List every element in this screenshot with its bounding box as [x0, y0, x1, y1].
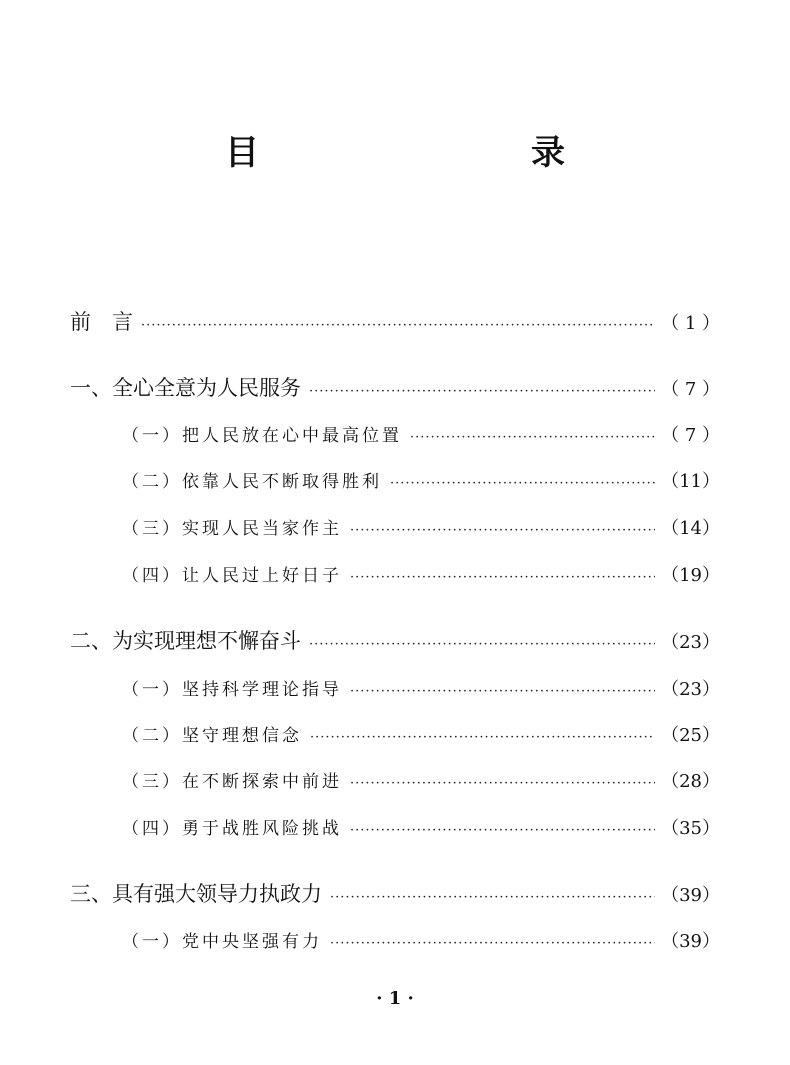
dot-leader — [350, 523, 655, 538]
toc-entry-label: （三）在不断探索中前进 — [122, 772, 342, 792]
toc-entry-page: （35） — [661, 818, 720, 839]
toc-entry-label: 一、全心全意为人民服务 — [70, 376, 301, 400]
toc-entry-label: 二、为实现理想不懈奋斗 — [70, 629, 301, 653]
toc-entry[interactable] — [122, 561, 720, 587]
toc-entry-page: （ 7 ） — [661, 425, 720, 446]
dot-leader — [350, 823, 655, 838]
dot-leader — [141, 318, 655, 333]
toc-entry-label: （三）实现人民当家作主 — [122, 519, 342, 539]
toc-entry-page: （14） — [661, 518, 720, 539]
toc-entry[interactable] — [122, 767, 720, 793]
toc-entry[interactable] — [122, 514, 720, 540]
dot-leader — [309, 637, 655, 652]
dot-leader — [350, 776, 655, 791]
dot-leader — [310, 730, 655, 745]
toc-entry-label: （二）依靠人民不断取得胜利 — [122, 472, 382, 492]
dot-leader — [350, 684, 655, 699]
toc-entry[interactable] — [70, 372, 720, 402]
dot-leader — [410, 430, 655, 445]
toc-entry-page: （23） — [661, 632, 720, 653]
dot-leader — [330, 936, 655, 951]
toc-entry-label: 前 言 — [70, 310, 133, 334]
toc-entry-label: （四）让人民过上好日子 — [122, 566, 342, 586]
toc-entry[interactable] — [122, 721, 720, 747]
dot-leader — [330, 890, 655, 905]
toc-entry[interactable] — [70, 878, 720, 908]
toc-entry[interactable] — [122, 814, 720, 840]
toc-entry-page: （25） — [661, 725, 720, 746]
dot-leader — [309, 384, 655, 399]
toc-entry-page: （11） — [661, 471, 720, 492]
toc-entry[interactable] — [122, 927, 720, 953]
toc-entry[interactable] — [70, 625, 720, 655]
toc-entry-label: （四）勇于战胜风险挑战 — [122, 819, 342, 839]
dot-leader — [350, 570, 655, 585]
toc-entry-page: （19） — [661, 565, 720, 586]
toc-entry-label: （一）把人民放在心中最高位置 — [122, 426, 402, 446]
toc-entry-page: （ 1 ） — [661, 313, 720, 334]
toc-entry-page: （23） — [661, 679, 720, 700]
toc-entry-page: （39） — [661, 885, 720, 906]
toc-entry[interactable] — [122, 421, 720, 447]
page-title: 目 录 — [225, 133, 633, 173]
toc-entry-label: （一）坚持科学理论指导 — [122, 680, 342, 700]
page-number-footer: · 1 · — [376, 988, 414, 1009]
toc-entry-label: 三、具有强大领导力执政力 — [70, 882, 322, 906]
toc-entry-label: （一）党中央坚强有力 — [122, 932, 322, 952]
toc-entry[interactable] — [70, 306, 720, 336]
toc-entry[interactable] — [122, 467, 720, 493]
toc-entry-page: （39） — [661, 931, 720, 952]
toc-entry-label: （二）坚守理想信念 — [122, 726, 302, 746]
dot-leader — [390, 476, 655, 491]
toc-entry-page: （ 7 ） — [661, 379, 720, 400]
toc-entry-page: （28） — [661, 771, 720, 792]
toc-entry[interactable] — [122, 675, 720, 701]
